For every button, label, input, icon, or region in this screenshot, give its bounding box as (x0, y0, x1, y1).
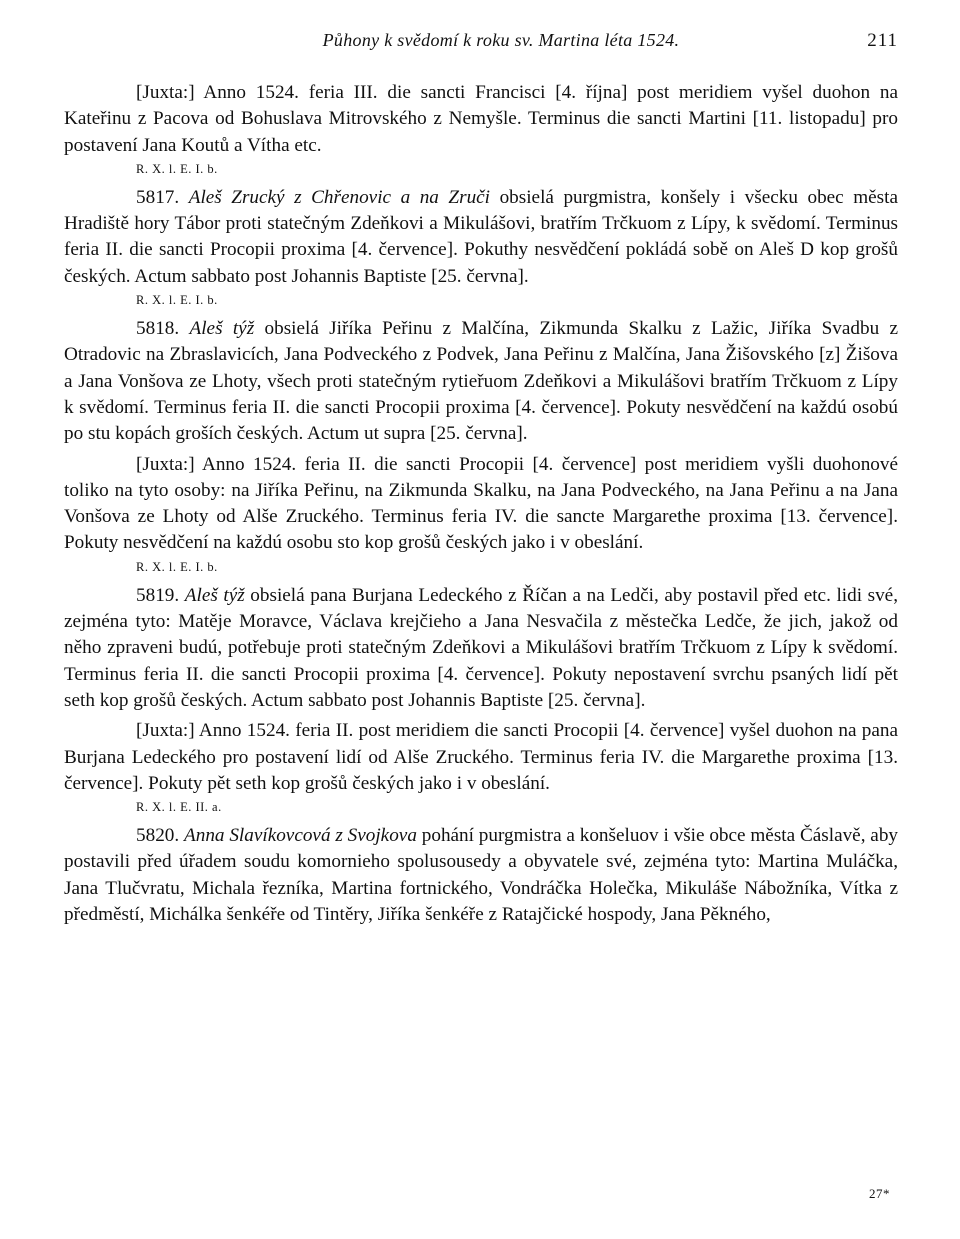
entry-text: obsielá Jiříka Peřinu z Malčína, Zikmunda Skalku z Lažic, Jiříka Svadbu z Otradovic na Zbraslavicích, Jana Podveckého z Podvek, Jana Peřinu z Malčína, Jana Žišovského [z] Žišova a Jana Vonšova ze Lhoty, všech proti statečným rytieřuom Zdeňkovi a Mikulášovi bratřím Trčkuom z Lípy k svědomí. Terminus feria II. die sancti Procopii proxima [4. července]. Pokuty nesvědčení na každú osobú po stu kopách groších českých. Actum ut supra [25. června]. (64, 318, 899, 445)
entry-person-name: Aleš Zrucký z Chřenovic a na Zruči (188, 186, 491, 208)
entry-number: 5817. (136, 186, 180, 208)
entry-person-name: Aleš týž (189, 318, 255, 340)
header-title: Půhony k svědomí k roku sv. Martina léta 1524. (322, 30, 680, 50)
archive-signature: R. X. l. E. II. a. (136, 800, 222, 815)
paragraph-text: [Juxta:] Anno 1524. feria II. post meridiem die sancti Procopii [4. července] vyšel duohon na pana Burjana Ledeckého pro postavení lidí od Alše Zruckého. Terminus feria IV. die Margarethe proxima [13. července]. Pokuty pět seth kop grošů českých jako i v obeslání. (64, 720, 898, 794)
paragraph-text: [Juxta:] Anno 1524. feria II. die sancti Procopii [4. července] post meridiem vyšli duohonové toliko na tyto osoby: na Jiříka Peřinu, na Zikmunda Skalku, na Jana Podveckého, na Jana Peřinu a na Jana Vonšova ze Lhoty od Alše Zruckého. Terminus feria IV. die sancte Margarethe proxima [13. července]. Pokuty nesvědčení na každú osobu sto kop grošů českých jako i v obeslání. (64, 453, 898, 554)
entry-text: obsielá purgmistra, konšely i všecku obec města Hradiště hory Tábor proti statečným Zdeňkovi a Mikulášovi, bratřím Trčkuom z Lípy, k svědomí. Terminus feria II. die sancti Procopii proxima [4. července]. Pokuthy nesvědčení pokládá sobě on Aleš D kop grošů českých. Actum sabbato post Johannis Baptiste [25. června]. (64, 186, 898, 287)
paragraph-juxta-2 (64, 452, 898, 557)
entry-person-name: Anna Slavíkovcová z Svojkova (184, 825, 417, 847)
running-header (64, 30, 898, 58)
entry-5817 (64, 185, 898, 290)
paragraph-juxta-3 (64, 718, 898, 797)
entry-number: 5819. (136, 584, 180, 606)
page-number: 211 (867, 30, 898, 51)
entry-5818 (64, 316, 898, 447)
archive-signature: R. X. l. E. I. b. (136, 293, 218, 308)
archive-signature: R. X. l. E. I. b. (136, 559, 218, 574)
archive-signature: R. X. l. E. I. b. (136, 161, 218, 176)
entry-number: 5820. (136, 825, 180, 847)
sheet-mark: 27* (869, 1186, 890, 1201)
paragraph-text: [Juxta:] Anno 1524. feria III. die sancti Francisci [4. října] post meridiem vyšel duohon na Kateřinu z Pacova od Bohuslava Mitrovského z Nemyšle. Terminus die sancti Martini [11. listopadu] pro postavení Jana Koutů a Vítha etc. (64, 82, 898, 156)
entry-text: obsielá pana Burjana Ledeckého z Říčan a na Ledči, aby postavil před etc. lidi své, zejména tyto: Matěje Moravce, Václava krejčieho a Jana Nesvačila z městečka Ledče, že jich, jakož od něho zpraveni budú, potřebuje proti statečným Zdeňkovi a Mikulášovi bratřím Trčkuom z Lípy k svědomí. Terminus feria II. die sancti Procopii proxima [4. července]. Pokuty nepostavení svrchu psaných lidí pět seth kop grošů českých. Actum sabbato post Johannis Baptiste [25. června]. (64, 584, 898, 711)
paragraph-juxta-1 (64, 80, 898, 159)
entry-text: pohání purgmistra a konšeluov i všie obce města Čáslavě, aby postavili před úřadem soudu komornieho spolusousedy a obyvatele své, zejména tyto: Martina Muláčka, Jana Tlučvratu, Michala řezníka, Martina fortnického, Vondráčka Holečka, Mikuláše Nábožníka, Vítka z předměstí, Michálka šenkéře od Tintěry, Jiříka šenkéře z Ratajčické hospody, Jana Pěkného, (64, 825, 899, 926)
entry-number: 5818. (136, 318, 180, 340)
document-page (64, 30, 898, 928)
entry-5820 (64, 823, 898, 928)
entry-person-name: Aleš týž (184, 584, 245, 606)
entry-5819 (64, 583, 898, 714)
